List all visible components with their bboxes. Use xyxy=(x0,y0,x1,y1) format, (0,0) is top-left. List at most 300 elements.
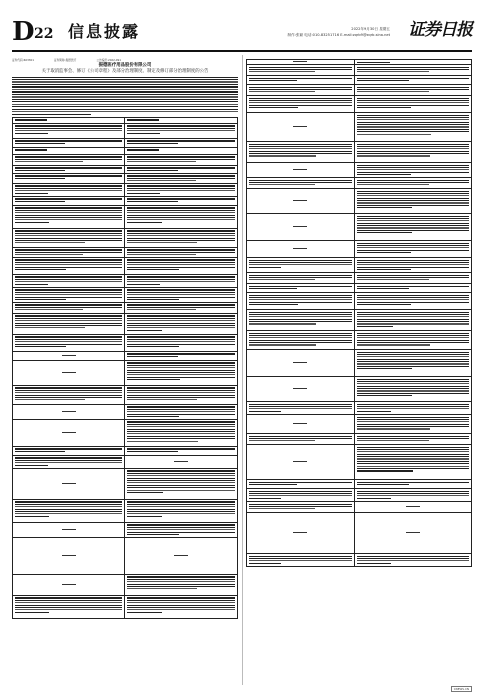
table-row xyxy=(13,183,237,196)
cell-revised xyxy=(125,314,237,334)
text-line xyxy=(249,556,352,557)
cell-text xyxy=(357,243,469,257)
cell-original xyxy=(13,314,125,334)
text-line xyxy=(357,319,469,320)
cell-revised xyxy=(125,456,237,468)
table-row xyxy=(13,385,237,404)
cell-original xyxy=(247,513,355,553)
text-line xyxy=(15,254,83,255)
text-line xyxy=(15,460,122,461)
cell-revised xyxy=(355,293,471,309)
text-line xyxy=(15,156,122,157)
text-line xyxy=(15,315,122,316)
text-line xyxy=(127,431,235,432)
cell-placeholder xyxy=(13,371,124,374)
text-line xyxy=(127,212,235,213)
cell-revised xyxy=(355,480,471,488)
text-line xyxy=(357,172,469,173)
cell-text xyxy=(249,180,352,188)
text-line xyxy=(357,115,469,116)
table-row xyxy=(13,257,237,274)
text-line xyxy=(357,495,469,496)
text-line xyxy=(357,264,469,265)
text-line xyxy=(127,262,235,263)
text-line xyxy=(127,297,235,298)
text-line xyxy=(357,366,469,367)
intro-paragraph xyxy=(12,77,238,115)
date-line: 2022年9月30日 星期五 xyxy=(351,27,390,31)
cell-text xyxy=(127,149,235,153)
table-row xyxy=(13,574,237,595)
stock-code: 证券代码:603301 xyxy=(12,58,34,62)
cell-text xyxy=(249,260,352,272)
text-line xyxy=(357,220,469,221)
text-line xyxy=(127,516,162,517)
cell-text xyxy=(127,185,235,195)
right-column xyxy=(246,55,472,685)
text-line xyxy=(127,429,235,430)
text-line xyxy=(357,89,469,90)
text-line xyxy=(127,588,197,589)
table-row xyxy=(13,455,237,468)
text-line xyxy=(15,609,122,610)
text-line xyxy=(15,222,49,223)
text-line xyxy=(357,129,469,130)
text-line xyxy=(357,359,469,360)
table-row xyxy=(13,419,237,446)
text-line xyxy=(127,597,235,598)
text-line xyxy=(127,377,235,378)
text-line xyxy=(127,441,198,442)
text-line xyxy=(357,71,429,72)
text-line xyxy=(127,307,235,308)
cell-text xyxy=(15,149,122,153)
cell-text xyxy=(127,362,235,384)
table-row xyxy=(13,468,237,499)
cell-text xyxy=(15,457,122,467)
text-line xyxy=(357,404,469,405)
text-line xyxy=(15,259,122,260)
text-line xyxy=(15,217,122,218)
text-line xyxy=(127,581,235,582)
text-line xyxy=(357,151,469,152)
text-line xyxy=(127,409,235,410)
text-line xyxy=(15,276,122,277)
cell-text xyxy=(249,98,352,112)
text-line xyxy=(249,105,352,106)
table-row xyxy=(247,479,471,488)
table-row xyxy=(247,501,471,512)
text-line xyxy=(357,67,469,68)
cell-text xyxy=(357,87,469,95)
text-line xyxy=(15,125,122,126)
text-line xyxy=(127,372,235,373)
text-line xyxy=(357,153,469,154)
cell-original xyxy=(13,229,125,247)
text-line xyxy=(357,195,469,196)
table-row xyxy=(13,537,237,574)
cell-original xyxy=(13,335,125,351)
text-line xyxy=(12,77,238,78)
cell-original xyxy=(247,241,355,257)
text-line xyxy=(15,309,83,310)
text-line xyxy=(127,128,235,129)
cell-text xyxy=(357,78,469,84)
cell-text xyxy=(357,191,469,213)
table-row xyxy=(247,553,471,566)
table-row xyxy=(13,446,237,455)
cell-text xyxy=(15,207,122,227)
text-line xyxy=(357,421,469,422)
text-line xyxy=(249,267,281,268)
text-line xyxy=(127,451,178,452)
text-line xyxy=(127,504,235,505)
text-line xyxy=(357,393,469,394)
text-line xyxy=(15,198,122,199)
cell-revised xyxy=(355,178,471,188)
cell-revised xyxy=(355,163,471,177)
cell-original xyxy=(13,139,125,147)
text-line xyxy=(357,182,469,183)
text-line xyxy=(249,404,352,405)
cell-text xyxy=(357,352,469,376)
cell-original xyxy=(247,214,355,240)
footer-note: CNEWS.CN xyxy=(451,686,472,692)
cell-text xyxy=(15,140,122,146)
cell-original xyxy=(247,402,355,414)
text-line xyxy=(127,318,235,319)
text-line xyxy=(15,516,49,517)
cell-text xyxy=(249,286,352,292)
text-line xyxy=(15,511,122,512)
text-line xyxy=(127,511,235,512)
text-line xyxy=(15,341,122,342)
text-line xyxy=(249,558,352,559)
text-line xyxy=(15,462,122,463)
cell-original xyxy=(13,352,125,360)
text-line xyxy=(15,233,122,234)
cell-original xyxy=(13,596,125,618)
text-line xyxy=(127,473,235,474)
cell-text xyxy=(127,125,235,137)
text-line xyxy=(249,89,352,90)
cell-revised xyxy=(125,229,237,247)
cell-text xyxy=(127,156,235,164)
text-line xyxy=(127,379,180,380)
cell-original xyxy=(247,113,355,141)
text-line xyxy=(357,493,469,494)
table-row xyxy=(247,240,471,257)
text-line xyxy=(357,302,469,303)
text-line xyxy=(357,456,469,457)
text-line xyxy=(357,419,469,420)
text-line xyxy=(357,155,430,156)
table-row xyxy=(13,313,237,334)
cell-revised xyxy=(125,469,237,499)
text-line xyxy=(249,98,352,99)
text-line xyxy=(357,247,469,248)
text-line xyxy=(357,337,469,338)
text-line xyxy=(249,264,352,265)
text-line xyxy=(357,326,393,327)
text-line xyxy=(127,217,235,218)
text-line xyxy=(127,579,235,580)
text-line xyxy=(357,131,469,132)
cell-original xyxy=(247,85,355,95)
cell-text xyxy=(249,295,352,309)
text-line xyxy=(357,225,469,226)
text-line xyxy=(357,169,469,170)
cell-text xyxy=(15,276,122,286)
cell-revised xyxy=(355,350,471,376)
text-line xyxy=(12,114,91,115)
text-line xyxy=(127,534,179,535)
text-line xyxy=(127,264,235,265)
text-line xyxy=(127,532,235,533)
cell-text xyxy=(127,336,235,350)
text-line xyxy=(15,292,122,293)
text-line xyxy=(357,408,469,409)
text-line xyxy=(127,487,235,488)
text-line xyxy=(127,201,178,202)
text-line xyxy=(357,117,469,118)
cell-text xyxy=(357,115,469,141)
cell-revised xyxy=(125,538,237,574)
text-line xyxy=(249,277,352,278)
text-line xyxy=(357,449,469,450)
text-line xyxy=(249,411,281,412)
cell-original xyxy=(13,405,125,419)
cell-revised xyxy=(355,142,471,162)
text-line xyxy=(127,346,179,347)
text-line xyxy=(249,262,352,263)
text-line xyxy=(249,438,352,439)
text-line xyxy=(357,230,469,231)
text-line xyxy=(357,344,430,345)
table-row xyxy=(13,173,237,183)
cell-text xyxy=(15,198,122,204)
text-line xyxy=(357,468,469,469)
text-line xyxy=(357,335,469,336)
cell-text xyxy=(249,275,352,283)
cell-text xyxy=(15,156,122,164)
cell-placeholder xyxy=(247,461,354,464)
cell-text xyxy=(15,387,122,403)
cell-original xyxy=(247,189,355,213)
text-line xyxy=(357,223,469,224)
text-line xyxy=(357,491,469,492)
text-line xyxy=(249,342,352,343)
text-line xyxy=(127,492,163,493)
text-line xyxy=(127,242,197,243)
text-line xyxy=(249,69,352,70)
text-line xyxy=(357,200,469,201)
text-line xyxy=(15,448,122,449)
text-line xyxy=(127,602,235,603)
text-line xyxy=(127,485,235,486)
text-line xyxy=(249,406,352,407)
text-line xyxy=(15,143,65,144)
table-row xyxy=(13,595,237,618)
text-line xyxy=(357,105,469,106)
text-line xyxy=(127,395,235,396)
text-line xyxy=(15,269,66,270)
text-line xyxy=(357,69,469,70)
text-line xyxy=(15,262,122,263)
text-line xyxy=(127,323,235,324)
cell-original xyxy=(247,76,355,84)
text-line xyxy=(127,180,196,181)
cell-original xyxy=(247,310,355,330)
text-line xyxy=(15,207,122,208)
text-line xyxy=(15,304,122,305)
table-row xyxy=(247,162,471,177)
text-line xyxy=(127,210,235,211)
cell-revised xyxy=(355,402,471,414)
text-line xyxy=(15,600,122,601)
text-line xyxy=(249,316,352,317)
text-line xyxy=(357,316,469,317)
text-line xyxy=(357,368,412,369)
text-line xyxy=(357,216,469,217)
text-line xyxy=(249,498,281,499)
cell-revised xyxy=(125,405,237,419)
text-line xyxy=(15,397,122,398)
text-line xyxy=(15,249,122,250)
text-line xyxy=(357,304,411,305)
text-line xyxy=(357,463,469,464)
table-row xyxy=(247,349,471,376)
announcement-number: 公告编号:2022-091 xyxy=(96,58,121,62)
cell-text xyxy=(127,140,235,146)
text-line xyxy=(357,411,392,412)
text-line xyxy=(127,193,160,194)
text-line xyxy=(15,264,122,265)
cell-revised xyxy=(355,189,471,213)
text-line xyxy=(127,336,235,337)
cell-original xyxy=(247,273,355,283)
cell-text xyxy=(357,286,469,292)
text-line xyxy=(249,508,315,509)
text-line xyxy=(12,89,238,90)
cell-placeholder xyxy=(247,388,354,391)
cell-text xyxy=(357,447,469,479)
text-line xyxy=(357,424,469,425)
table-row xyxy=(13,302,237,313)
text-line xyxy=(249,153,352,154)
text-line xyxy=(249,319,352,320)
text-line xyxy=(127,119,159,120)
text-line xyxy=(127,327,235,328)
cell-original xyxy=(247,415,355,433)
text-line xyxy=(357,333,469,334)
cell-text xyxy=(15,304,122,312)
text-line xyxy=(127,281,235,282)
text-line xyxy=(357,323,469,324)
cell-text xyxy=(127,353,235,359)
text-line xyxy=(15,219,122,220)
table-row xyxy=(247,330,471,349)
amendment-table-right xyxy=(246,59,472,567)
text-line xyxy=(127,339,235,340)
text-line xyxy=(127,576,235,577)
text-line xyxy=(357,193,469,194)
cell-text xyxy=(357,260,469,272)
text-line xyxy=(357,87,469,88)
article-meta xyxy=(12,58,238,62)
table-row xyxy=(247,512,471,553)
text-line xyxy=(127,605,235,606)
cell-text xyxy=(127,406,235,418)
text-line xyxy=(127,222,162,223)
text-line xyxy=(357,352,469,353)
text-line xyxy=(357,180,469,181)
text-line xyxy=(127,276,235,277)
cell-revised xyxy=(355,85,471,95)
text-line xyxy=(15,299,66,300)
masthead-info xyxy=(288,27,390,38)
cell-original xyxy=(13,447,125,455)
text-line xyxy=(127,156,235,157)
text-line xyxy=(249,560,352,561)
text-line xyxy=(357,250,469,251)
cell-original xyxy=(247,502,355,512)
cell-revised xyxy=(125,575,237,595)
cell-revised xyxy=(355,258,471,272)
text-line xyxy=(357,126,469,127)
cell-placeholder xyxy=(247,423,354,426)
text-line xyxy=(357,395,412,396)
text-line xyxy=(357,100,469,101)
text-line xyxy=(127,480,235,481)
table-row xyxy=(13,274,237,287)
text-line xyxy=(127,292,235,293)
cell-revised xyxy=(355,554,471,566)
text-line xyxy=(357,436,469,437)
table-row xyxy=(13,123,237,138)
text-line xyxy=(12,86,238,87)
text-line xyxy=(127,426,235,427)
text-line xyxy=(127,309,196,310)
text-line xyxy=(357,361,469,362)
cell-text xyxy=(357,216,469,240)
text-line xyxy=(12,79,238,80)
table-row xyxy=(247,95,471,112)
cell-revised xyxy=(355,489,471,501)
cell-text xyxy=(249,556,352,566)
text-line xyxy=(127,325,235,326)
text-line xyxy=(15,170,65,171)
text-line xyxy=(15,252,122,253)
company-name: 振德医疗用品股份有限公司 xyxy=(98,63,152,68)
text-line xyxy=(12,94,238,95)
cell-original xyxy=(247,96,355,112)
cell-placeholder xyxy=(13,410,124,413)
cell-text xyxy=(127,175,235,182)
text-line xyxy=(357,440,429,441)
cell-revised xyxy=(125,197,237,205)
text-line xyxy=(357,461,469,462)
cell-revised xyxy=(125,523,237,537)
text-line xyxy=(15,294,122,295)
cell-original xyxy=(13,197,125,205)
cell-text xyxy=(249,436,352,444)
cell-revised xyxy=(125,206,237,228)
text-line xyxy=(249,344,316,345)
text-line xyxy=(249,333,352,334)
cell-original xyxy=(13,248,125,257)
text-line xyxy=(127,170,178,171)
